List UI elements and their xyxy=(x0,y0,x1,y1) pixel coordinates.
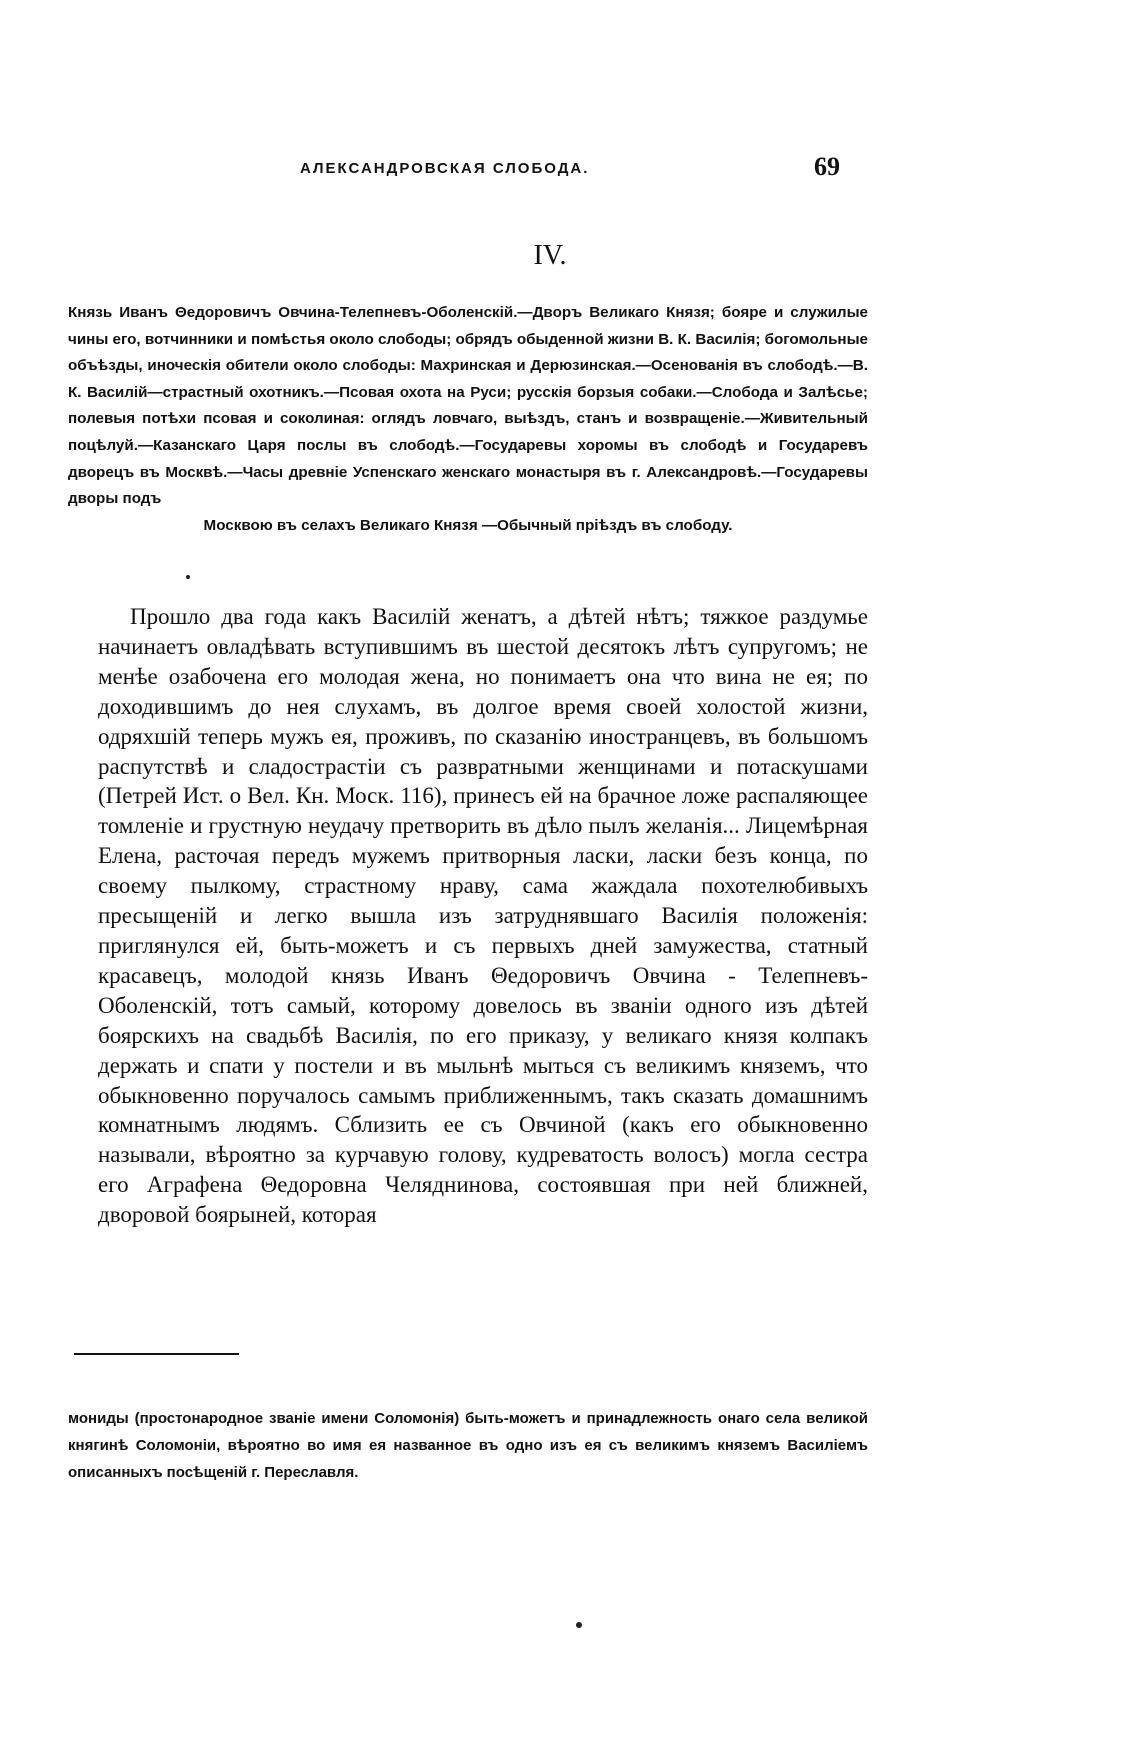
chapter-synopsis xyxy=(68,300,868,539)
print-speck xyxy=(186,575,190,579)
footnote-divider xyxy=(74,1353,239,1355)
chapter-number: IV. xyxy=(533,240,567,271)
running-title: АЛЕКСАНДРОВСКАЯ СЛОБОДА. xyxy=(300,160,590,177)
page-number: 69 xyxy=(814,152,840,181)
footnote: мониды (простонародное званіе имени Соломонія) быть-можетъ и принадлежность онаго села великой княгинѣ Соломоніи, вѣроятно во имя ея названное въ одно изъ ея съ великимъ княземъ Василіемъ описанныхъ посѣщеній г. Переславля. xyxy=(68,1410,868,1481)
synopsis-main: Князь Иванъ Θедоровичъ Овчина-Телепневъ-Оболенскій.—Дворъ Великаго Князя; бояре и служилые чины его, вотчинники и помѣстья около слободы; обрядъ обыденной жизни В. К. Василія; богомольные объѣзды, иноческія обители около слободы: Махринская и Дерюзинская.—Осенованія въ слободѣ.—В. К. Василій—страстный охотникъ.—Псовая охота на Руси; русскія борзыя собаки.—Слобода и Залѣсье; полевыя потѣхи псовая и соколиная: оглядъ ловчаго, выѣздъ, станъ и возвращеніе.—Живительный поцѣлуй.—Казанскаго Царя послы въ слободѣ.—Государевы хоромы въ слободѣ и Государевъ дворецъ въ Москвѣ.—Часы древніе Успенскаго женскаго монастыря въ г. Александровѣ.—Государевы дворы подъ xyxy=(68,304,868,508)
body-paragraph xyxy=(98,602,868,1230)
synopsis-last-line: Москвою въ селахъ Великаго Князя —Обычный пріѣздъ въ слободу. xyxy=(203,516,733,534)
print-speck xyxy=(576,1622,582,1628)
body-paragraph-text: Прошло два года какъ Василій женатъ, а дѣтей нѣтъ; тяжкое раздумье начинаетъ овладѣвать вступившимъ въ шестой десятокъ лѣтъ супругомъ; не менѣе озабочена его молодая жена, но понимаетъ она что вина не ея; по доходившимъ до нея слухамъ, въ долгое время своей холостой жизни, одряхшій теперь мужъ ея, проживъ, по сказанію иностранцевъ, въ большомъ распутствѣ и сладострастіи съ развратными женщинами и потаскушами (Петрей Ист. о Вел. Кн. Моск. 116), принесъ ей на брачное ложе распаляющее томленіе и грустную неудачу претворить въ дѣло пылъ желанія... Лицемѣрная Елена, расточая передъ мужемъ притворныя ласки, ласки безъ конца, по своему пылкому, страстному нраву, сама жаждала похотелюбивыхъ пресыщеній и легко вышла изъ затруднявшаго Василія положенія: приглянулся ей, быть-можетъ и съ первыхъ дней замужества, статный красавецъ, молодой князь Иванъ Θедоровичъ Овчина - Телепневъ-Оболенскій, тотъ самый, которому довелось въ званіи одного изъ дѣтей боярскихъ на свадьбѣ Василія, по его приказу, у великаго князя колпакъ держать и спати у постели и въ мыльнѣ мыться съ великимъ княземъ, что обыкновенно поручалось самымъ приближеннымъ, такъ сказать домашнимъ комнатнымъ людямъ. Сблизить ее съ Овчиной (какъ его обыкновенно называли, вѣроятно за курчавую голову, кудреватость волосъ) могла сестра его Аграфена Θедоровна Челяднинова, состоявшая при ней ближней, дворовой боярыней, которая xyxy=(98,604,868,1228)
